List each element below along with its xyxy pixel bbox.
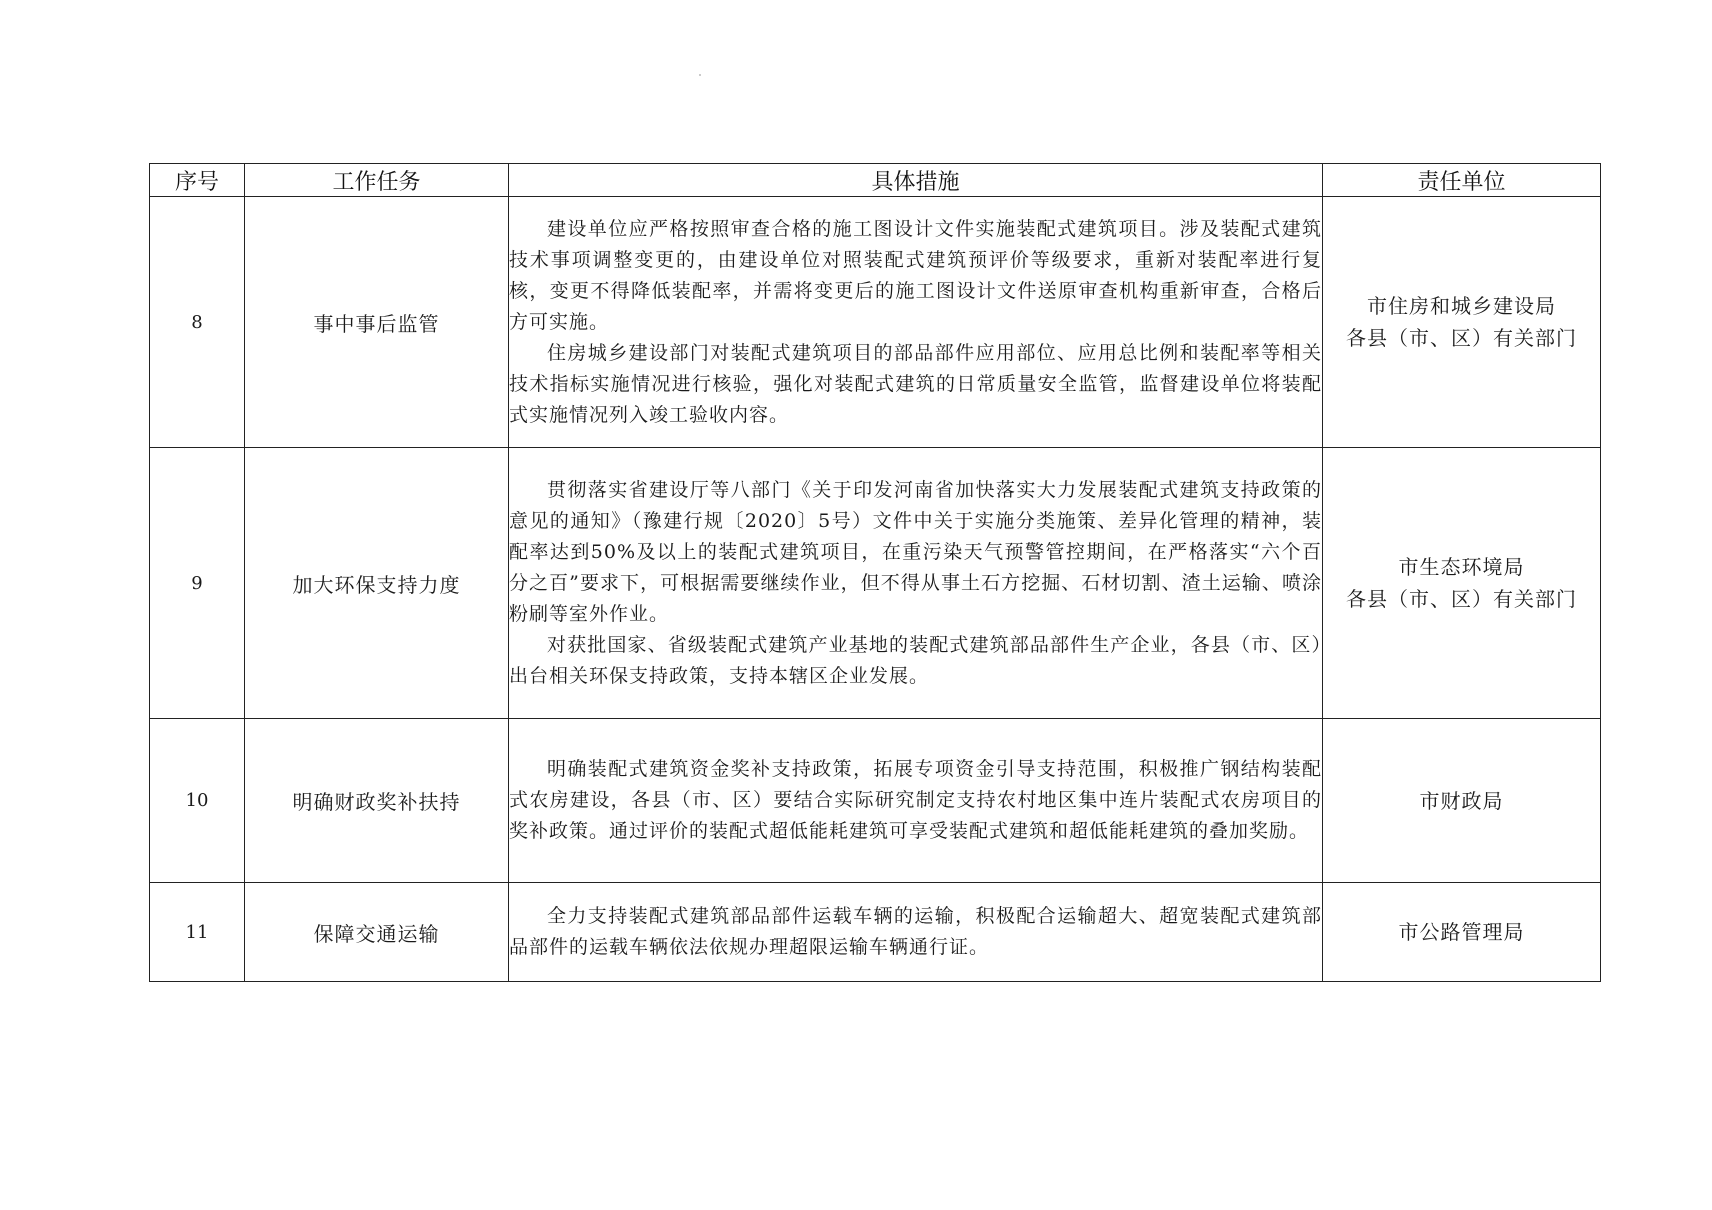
unit-line: 各县（市、区）有关部门 — [1346, 326, 1577, 350]
row-measures — [509, 197, 1323, 448]
row-unit — [1323, 883, 1601, 982]
measure-paragraph: 明确装配式建筑资金奖补支持政策，拓展专项资金引导支持范围，积极推广钢结构装配式农房建设，各县（市、区）要结合实际研究制定支持农村地区集中连片装配式农房项目的奖补政策。通过评价的装配式超低能耗建筑可享受装配式建筑和超低能耗建筑的叠加奖励。 — [509, 758, 1322, 842]
unit-line: 市生态环境局 — [1398, 555, 1525, 579]
table-row — [150, 719, 1601, 883]
row-unit — [1323, 719, 1601, 883]
row-unit — [1323, 448, 1601, 719]
row-task: 事中事后监管 — [245, 197, 509, 448]
measure-paragraph: 建设单位应严格按照审查合格的施工图设计文件实施装配式建筑项目。涉及装配式建筑技术事项调整变更的，由建设单位对照装配式建筑预评价等级要求，重新对装配率进行复核，变更不得降低装配率，并需将变更后的施工图设计文件送原审查机构重新审查，合格后方可实施。 — [509, 217, 1322, 333]
row-index: 9 — [150, 448, 245, 719]
header-measures: 具体措施 — [509, 164, 1323, 197]
row-measures — [509, 719, 1323, 883]
header-unit: 责任单位 — [1323, 164, 1601, 197]
task-table — [149, 163, 1601, 982]
row-measures — [509, 448, 1323, 719]
row-index: 10 — [150, 719, 245, 883]
measure-paragraph: 全力支持装配式建筑部品部件运载车辆的运输，积极配合运输超大、超宽装配式建筑部品部件的运载车辆依法依规办理超限运输车辆通行证。 — [509, 905, 1322, 958]
unit-line: 市公路管理局 — [1398, 920, 1525, 944]
unit-line: 市财政局 — [1419, 788, 1504, 813]
table-row — [150, 197, 1601, 448]
scan-dot — [699, 74, 701, 76]
unit-line: 市住房和城乡建设局 — [1367, 294, 1556, 318]
row-task: 加大环保支持力度 — [245, 448, 509, 719]
row-measures — [509, 883, 1323, 982]
measure-paragraph: 住房城乡建设部门对装配式建筑项目的部品部件应用部位、应用总比例和装配率等相关技术指标实施情况进行核验，强化对装配式建筑的日常质量安全监管，监督建设单位将装配式实施情况列入竣工验收内容。 — [509, 341, 1322, 426]
row-unit — [1323, 197, 1601, 448]
measure-paragraph: 对获批国家、省级装配式建筑产业基地的装配式建筑部品部件生产企业，各县（市、区）出台相关环保支持政策，支持本辖区企业发展。 — [509, 633, 1322, 687]
table-row — [150, 448, 1601, 719]
measure-paragraph: 贯彻落实省建设厅等八部门《关于印发河南省加快落实大力发展装配式建筑支持政策的意见的通知》（豫建行规〔2020〕5号）文件中关于实施分类施策、差异化管理的精神，装配率达到50%及以上的装配式建筑项目，在重污染天气预警管控期间，在严格落实“六个百分之百”要求下，可根据需要继续作业，但不得从事土石方挖掘、石材切割、渣土运输、喷涂粉刷等室外作业。 — [509, 478, 1322, 625]
header-task: 工作任务 — [245, 164, 509, 197]
row-task: 保障交通运输 — [245, 883, 509, 982]
unit-line: 各县（市、区）有关部门 — [1346, 587, 1577, 611]
header-index: 序号 — [150, 164, 245, 197]
row-index: 11 — [150, 883, 245, 982]
row-index: 8 — [150, 197, 245, 448]
row-task: 明确财政奖补扶持 — [245, 719, 509, 883]
table-row — [150, 883, 1601, 982]
table-header-row — [150, 164, 1601, 197]
